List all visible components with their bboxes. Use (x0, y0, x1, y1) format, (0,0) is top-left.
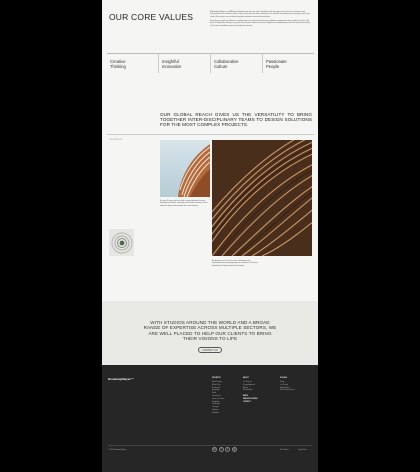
image-spiral-stair (109, 229, 134, 256)
footer-link[interactable]: Studio (280, 381, 285, 383)
footer-column-title[interactable]: SOCIALS (280, 378, 288, 379)
footer-link[interactable]: Commercial (212, 395, 221, 397)
copyright-text: © 2022 Broadway Malyan (108, 450, 127, 451)
footer-link[interactable]: Transport (212, 407, 219, 409)
footer-link[interactable]: Working Here (280, 387, 290, 389)
instagram-icon[interactable]: ig (233, 448, 236, 451)
footer-column-title[interactable]: PROJECTS (212, 378, 221, 379)
value-line: Culture (214, 64, 228, 69)
value-creative-thinking (107, 53, 158, 73)
footer-column-projects (212, 378, 224, 416)
site-policies-link[interactable]: Site Policies (280, 450, 289, 451)
intro-paragraph: Every day we push for excellence in smaller ways for our clients and their most ambitious commissions and everyday, each hour. We aspire to bring skills to design, be proud of the outcome delivered, and work together and collaborating so that we can meet the needs of our clients and deliver projects of quality and outcome. (210, 19, 310, 27)
image-curved-tower (160, 140, 210, 197)
footer-link[interactable]: Sustainability (243, 390, 253, 392)
legal-notice-link[interactable]: Legal Notice (298, 450, 307, 451)
footer-link[interactable]: Design Approach (243, 384, 256, 386)
footer-link[interactable]: Residential (212, 387, 220, 389)
footer-link[interactable]: Leisure & Culture (212, 398, 225, 400)
contact-us-button[interactable]: CONTACT US (198, 347, 222, 353)
footer-link[interactable]: Hospitality (212, 390, 220, 392)
footer-link-contact[interactable]: CONTACT (243, 401, 251, 403)
footer-divider (108, 445, 312, 446)
footer-link[interactable]: Awards (243, 387, 249, 389)
value-line: People (266, 64, 280, 69)
value-insightful-innovation (158, 53, 210, 73)
value-line: Passionate (266, 59, 287, 64)
value-line: Thinking (110, 64, 126, 69)
value-line: Insightful (162, 59, 179, 64)
footer-link[interactable]: Graphics (212, 409, 219, 411)
intro-text (210, 11, 310, 29)
footer (102, 365, 318, 472)
footer-logo[interactable]: BroadwayMalyan™ (108, 377, 134, 381)
section-label: OUR EXPERTISE (109, 140, 122, 141)
footer-link[interactable]: Master Plan (212, 384, 221, 386)
footer-column-socials (280, 378, 295, 393)
divider (107, 134, 314, 135)
core-values-row (107, 53, 314, 73)
footer-link-insights[interactable]: INSIGHTS & IDEAS (243, 398, 258, 400)
page (102, 0, 318, 472)
footer-link[interactable]: Global Opportunities (280, 390, 295, 392)
page-title: OUR CORE VALUES (109, 12, 194, 22)
value-line: Innovation (162, 64, 182, 69)
footer-column-title[interactable]: ABOUT (243, 378, 249, 379)
footer-link[interactable]: Retail (212, 393, 217, 395)
caption-text: For over 60 years, we have built a strong reputation for work that delivers beautiful, sustainable and creative solutions, which shape the places where people live, work and play. (160, 200, 208, 207)
cta-statement: WITH STUDIOS AROUND THE WORLD AND A BROAD RANGE OF EXPERTISE ACROSS MULTIPLE SECTORS, WE ARE WELL PLACED TO HELP OUR CLIENTS TO BRING THEIR VISIONS TO LIFE (143, 320, 277, 342)
footer-link-news[interactable]: NEWS (243, 396, 248, 398)
footer-link[interactable]: Exhibition (212, 412, 219, 414)
value-line: Creative (110, 59, 126, 64)
facebook-icon[interactable]: f (219, 447, 224, 452)
social-icons (212, 447, 237, 452)
footer-link[interactable]: Urban Design (212, 381, 222, 383)
footer-link[interactable]: Landscape (212, 404, 220, 406)
value-line: Collaborative (214, 59, 239, 64)
footer-link[interactable]: Our Practice (243, 381, 252, 383)
value-passionate-people (262, 53, 314, 73)
twitter-icon[interactable]: t (225, 447, 230, 452)
global-reach-statement: OUR GLOBAL REACH GIVES US THE VERSATILITY TO BRING TOGETHER INTER-DISCIPLINARY TEAMS TO DESIGN SOLUTIONS FOR THE MOST COMPLEX PROJECTS. (160, 112, 312, 128)
cta-section (102, 301, 318, 365)
image-ribbed-facade (212, 140, 312, 256)
value-collaborative-culture (210, 53, 262, 73)
linkedin-icon[interactable]: in (213, 448, 216, 451)
footer-link[interactable]: Hospitality (212, 401, 220, 403)
caption-text: As designers, our role is to ensure interventions are transformative by leveraging expertise in diverse and creative disciplines for long-term benefit and impact. (212, 260, 258, 267)
footer-column-about (243, 378, 257, 405)
footer-link[interactable]: Our People (280, 384, 289, 386)
intro-paragraph: At Broadway Malyan, our PAM and all departments has core values that define both the people and culture of our business and actively lead to our excellence. Also it means we go the extra mile and dedicate it to build the extraordinary for our people, places and clients. As a practice we are driven by quality, innovative and creative excellence. (210, 11, 310, 18)
